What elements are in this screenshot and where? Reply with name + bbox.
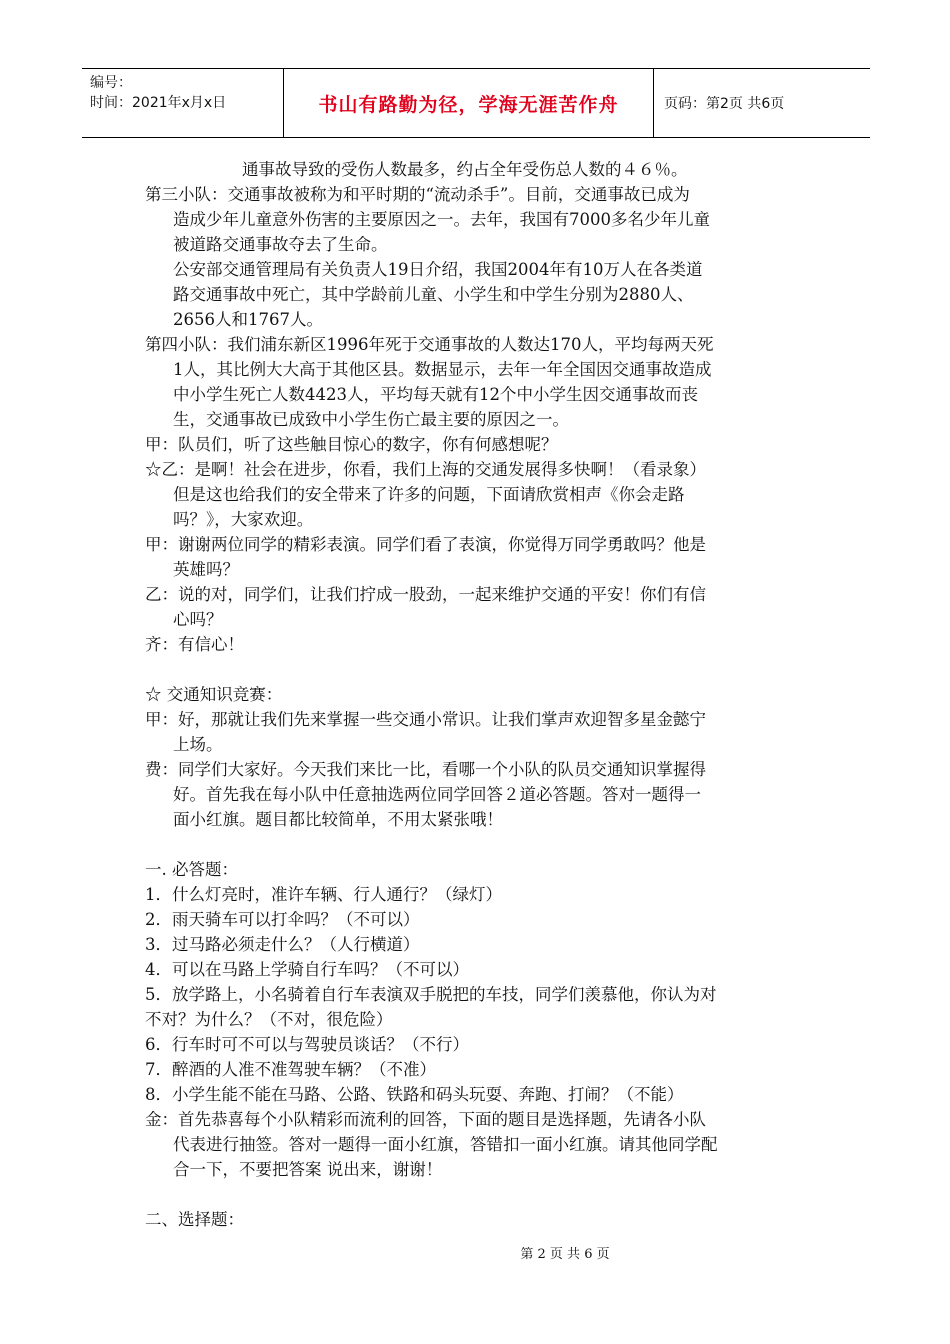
section-heading: 一. 必答题： [145, 860, 238, 879]
question-item: 1．什么灯亮时，准许车辆、行人通行？（绿灯） [145, 885, 502, 904]
text-line: 甲：好，那就让我们先来掌握一些交通小常识。让我们掌声欢迎智多星金懿宁 [145, 710, 706, 729]
text-line: 甲：谢谢两位同学的精彩表演。同学们看了表演，你觉得万同学勇敢吗？他是 [145, 535, 706, 554]
text-line: 第三小队：交通事故被称为和平时期的“流动杀手”。目前，交通事故已成为 [145, 185, 690, 204]
text-line: 中小学生死亡人数4423人，平均每天就有12个中小学生因交通事故而丧 [173, 385, 698, 404]
text-line: 2656人和1767人。 [173, 310, 323, 329]
text-line: 生，交通事故已成致中小学生伤亡最主要的原因之一。 [173, 410, 569, 429]
text-line: 路交通事故中死亡，其中学龄前儿童、小学生和中学生分别为2880人、 [173, 285, 694, 304]
text-line: 英雄吗？ [173, 560, 239, 579]
text-line: 甲：队员们，听了这些触目惊心的数字，你有何感想呢？ [145, 435, 558, 454]
blank-line [145, 832, 810, 857]
number-label: 编号： [90, 75, 132, 91]
question-item: 5．放学路上，小名骑着自行车表演双手脱把的车技，同学们羡慕他，你认为对 [145, 985, 717, 1004]
text-line: 齐：有信心！ [145, 635, 244, 654]
text-line: 面小红旗。题目都比较简单，不用太紧张哦！ [173, 810, 503, 829]
text-line: 公安部交通管理局有关负责人19日介绍，我国2004年有10万人在各类道 [173, 260, 703, 279]
text-line: 好。首先我在每小队中任意抽选两位同学回答２道必答题。答对一题得一 [173, 785, 701, 804]
text-line: 代表进行抽签。答对一题得一面小红旗，答错扣一面小红旗。请其他同学配 [173, 1135, 718, 1154]
text-line: 第四小队：我们浦东新区1996年死于交通事故的人数达170人，平均每两天死 [145, 335, 714, 354]
section-heading: 二、选择题： [145, 1210, 244, 1229]
text-line: 心吗？ [173, 610, 223, 629]
text-line: 造成少年儿童意外伤害的主要原因之一。去年，我国有7000多名少年儿童 [173, 210, 710, 229]
text-line: 费：同学们大家好。今天我们来比一比，看哪一个小队的队员交通知识掌握得 [145, 760, 706, 779]
text-line: 被道路交通事故夺去了生命。 [173, 235, 388, 254]
section-heading: ☆ 交通知识竞赛： [145, 685, 283, 704]
header-meta [82, 69, 284, 137]
text-line: 但是这也给我们的安全带来了许多的问题，下面请欣赏相声《你会走路 [173, 485, 685, 504]
text-line: 通事故导致的受伤人数最多，约占全年受伤总人数的４６％。 [242, 160, 688, 179]
question-item: 3．过马路必须走什么？（人行横道） [145, 935, 420, 954]
question-item: 8．小学生能不能在马路、公路、铁路和码头玩耍、奔跑、打闹？（不能） [145, 1085, 684, 1104]
text-line: 上场。 [173, 735, 223, 754]
text-line: 1人，其比例大大高于其他区县。数据显示，去年一年全国因交通事故造成 [173, 360, 712, 379]
question-item: 6．行车时可不可以与驾驶员谈话？（不行） [145, 1035, 469, 1054]
text-line: ☆乙：是啊！社会在进步，你看，我们上海的交通发展得多快啊！（看录象） [145, 460, 706, 479]
blank-line [145, 657, 810, 682]
question-item: 4．可以在马路上学骑自行车吗？（不可以） [145, 960, 469, 979]
text-line: 乙：说的对，同学们，让我们拧成一股劲，一起来维护交通的平安！你们有信 [145, 585, 706, 604]
text-line: 金：首先恭喜每个小队精彩而流利的回答，下面的题目是选择题，先请各小队 [145, 1110, 706, 1129]
question-item: 2．雨天骑车可以打伞吗？（不可以） [145, 910, 420, 929]
question-item: 不对？为什么？（不对，很危险） [145, 1010, 393, 1029]
document-body [145, 157, 810, 1232]
header-motto: 书山有路勤为径，学海无涯苦作舟 [284, 69, 654, 137]
page-footer: 第 2 页 共 6 页 [520, 1247, 610, 1262]
blank-line [145, 1182, 810, 1207]
header-page-label: 页码：第2页 共6页 [664, 96, 785, 112]
date-label: 时间：2021年x月x日 [90, 95, 227, 111]
text-line: 合一下，不要把答案 说出来，谢谢！ [173, 1160, 443, 1179]
text-line: 吗？》，大家欢迎。 [173, 510, 314, 529]
question-item: 7．醉酒的人准不准驾驶车辆？（不准） [145, 1060, 436, 1079]
page-header [82, 68, 870, 138]
